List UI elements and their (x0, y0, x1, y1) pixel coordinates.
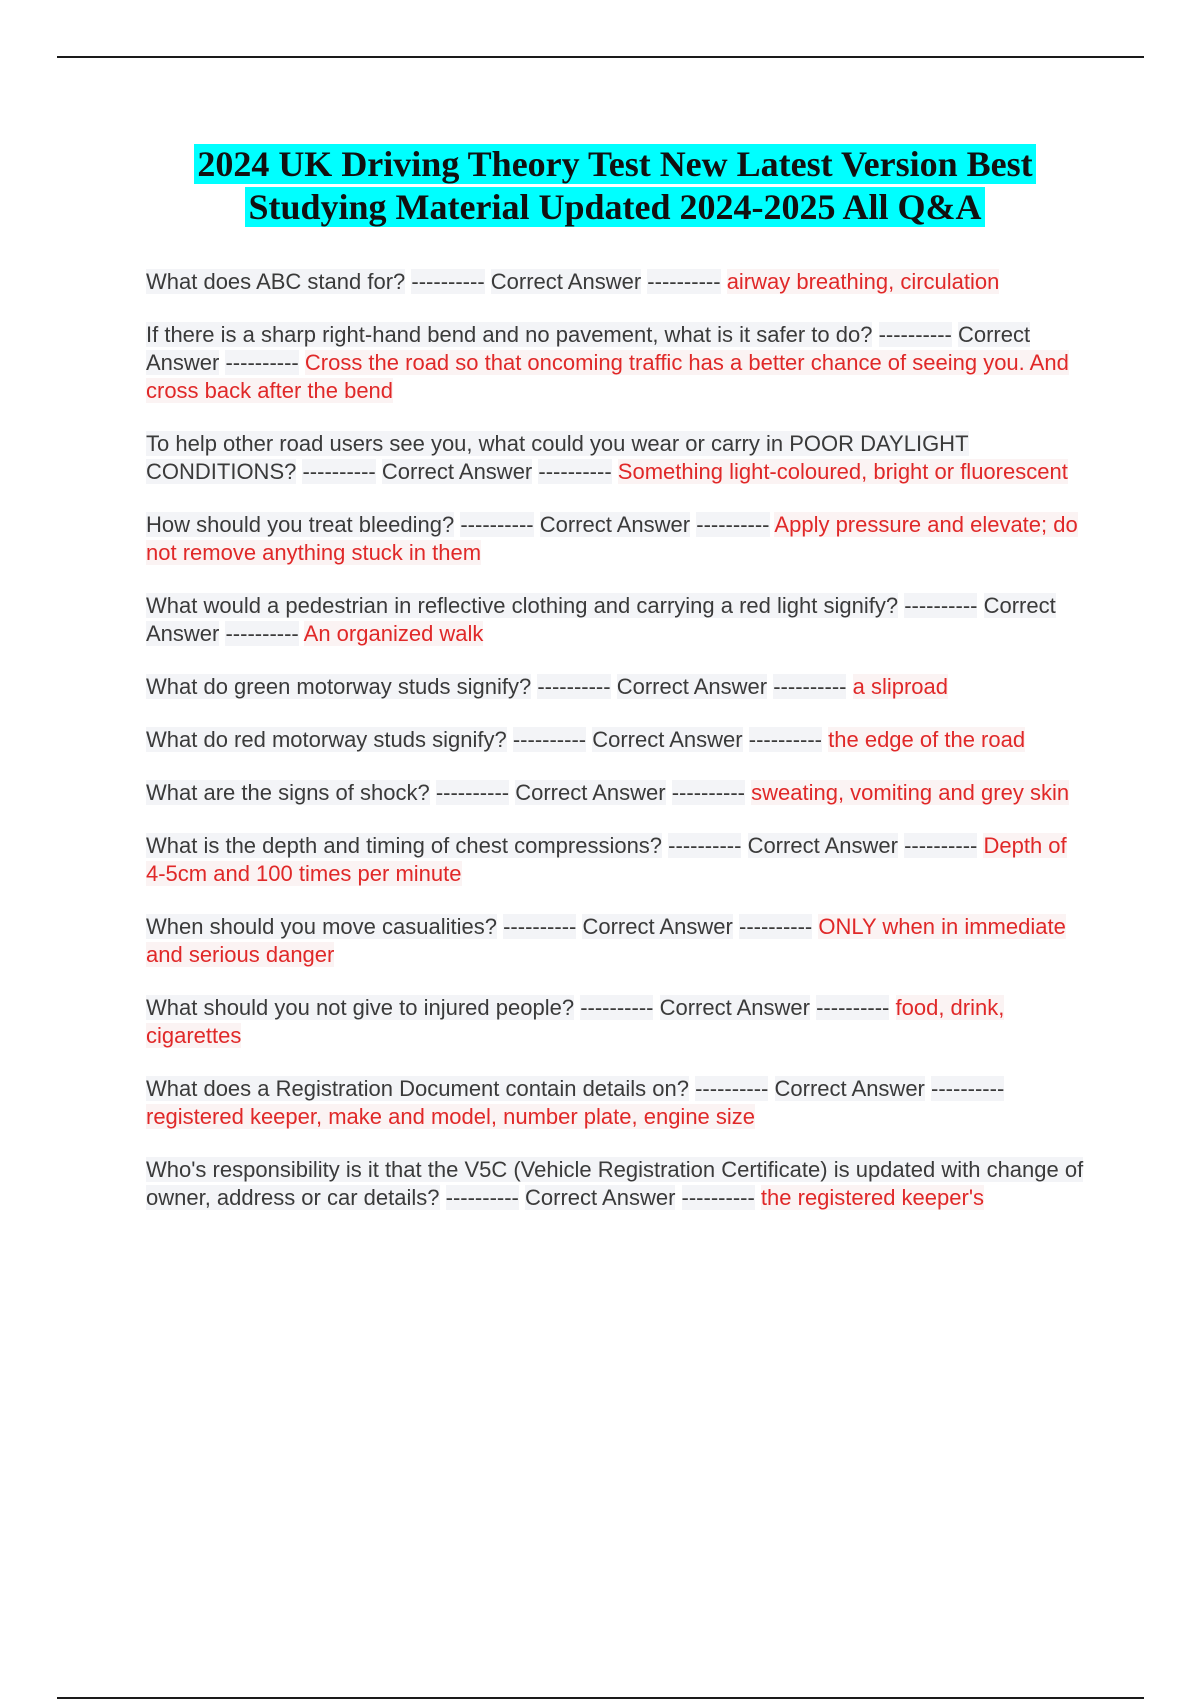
qa-item (146, 1075, 1091, 1131)
correct-answer-label: Correct Answer (146, 322, 1031, 375)
separator: ---------- (537, 674, 611, 699)
qa-item (146, 511, 1091, 567)
question-text: If there is a sharp right-hand bend and no pavement, what is it safer to do? (146, 322, 873, 347)
qa-list (146, 268, 1091, 1237)
qa-item (146, 913, 1091, 969)
answer-text: a sliproad (852, 674, 948, 699)
correct-answer-label: Correct Answer (774, 1076, 925, 1101)
separator: ---------- (671, 780, 745, 805)
question-text: What do red motorway studs signify? (146, 727, 507, 752)
correct-answer-label: Correct Answer (490, 269, 642, 294)
correct-answer-label: Correct Answer (381, 459, 533, 484)
answer-text: ONLY when in immediate and serious danger (146, 914, 1066, 967)
qa-item (146, 321, 1091, 405)
question-text: How should you treat bleeding? (146, 512, 455, 537)
question-text: When should you move casualities? (146, 914, 497, 939)
separator: ---------- (878, 322, 952, 347)
title-line-1: 2024 UK Driving Theory Test New Latest Version Best (194, 144, 1035, 184)
qa-item (146, 430, 1091, 486)
correct-answer-label: Correct Answer (515, 780, 666, 805)
answer-text: Cross the road so that oncoming traffic has a better chance of seeing you. And cross back after the bend (146, 350, 1069, 403)
answer-text: airway breathing, circulation (726, 269, 1000, 294)
bottom-rule (57, 1697, 1144, 1699)
separator: ---------- (748, 727, 823, 752)
separator: ---------- (512, 727, 587, 752)
separator: ---------- (580, 995, 654, 1020)
qa-item (146, 268, 1091, 296)
separator: ---------- (647, 269, 721, 294)
separator: ---------- (538, 459, 612, 484)
separator: ---------- (225, 621, 299, 646)
separator: ---------- (435, 780, 510, 805)
top-rule (57, 56, 1144, 58)
answer-text: the registered keeper's (760, 1185, 985, 1210)
separator: ---------- (681, 1185, 755, 1210)
question-text: To help other road users see you, what could you wear or carry in POOR DAYLIGHT CONDITIONS? (146, 431, 969, 484)
title-line-2: Studying Material Updated 2024-2025 All Q&A (245, 187, 984, 227)
correct-answer-label: Correct Answer (747, 833, 898, 858)
answer-text: An organized walk (303, 621, 484, 646)
correct-answer-label: Correct Answer (592, 727, 743, 752)
answer-text: registered keeper, make and model, number plate, engine size (146, 1104, 756, 1129)
separator: ---------- (503, 914, 577, 939)
qa-item (146, 1156, 1091, 1212)
correct-answer-label: Correct Answer (659, 995, 810, 1020)
separator: ---------- (773, 674, 847, 699)
qa-item (146, 592, 1091, 648)
separator: ---------- (460, 512, 534, 537)
document-title (120, 143, 1110, 229)
question-text: Who's responsibility is it that the V5C (Vehicle Registration Certificate) is updated with change of owner, address or car details? (146, 1157, 1084, 1210)
answer-text: Something light-coloured, bright or fluorescent (617, 459, 1068, 484)
answer-text: the edge of the road (828, 727, 1026, 752)
correct-answer-label: Correct Answer (616, 674, 768, 699)
separator: ---------- (816, 995, 890, 1020)
question-text: What would a pedestrian in reflective clothing and carrying a red light signify? (146, 593, 899, 618)
separator: ---------- (445, 1185, 519, 1210)
answer-text: Depth of 4-5cm and 100 times per minute (146, 833, 1067, 886)
qa-item (146, 726, 1091, 754)
separator: ---------- (695, 1076, 769, 1101)
separator: ---------- (696, 512, 770, 537)
qa-item (146, 673, 1091, 701)
separator: ---------- (739, 914, 813, 939)
separator: ---------- (668, 833, 742, 858)
separator: ---------- (302, 459, 376, 484)
separator: ---------- (411, 269, 485, 294)
question-text: What does ABC stand for? (146, 269, 406, 294)
separator: ---------- (931, 1076, 1005, 1101)
answer-text: food, drink, cigarettes (146, 995, 1005, 1048)
question-text: What are the signs of shock? (146, 780, 430, 805)
separator: ---------- (225, 350, 299, 375)
correct-answer-label: Correct Answer (146, 593, 1056, 646)
correct-answer-label: Correct Answer (582, 914, 733, 939)
answer-text: sweating, vomiting and grey skin (751, 780, 1070, 805)
qa-item (146, 832, 1091, 888)
qa-item (146, 779, 1091, 807)
qa-item (146, 994, 1091, 1050)
answer-text: Apply pressure and elevate; do not remove anything stuck in them (146, 512, 1078, 565)
question-text: What do green motorway studs signify? (146, 674, 532, 699)
question-text: What does a Registration Document contain details on? (146, 1076, 689, 1101)
question-text: What should you not give to injured people? (146, 995, 575, 1020)
question-text: What is the depth and timing of chest compressions? (146, 833, 663, 858)
correct-answer-label: Correct Answer (539, 512, 691, 537)
separator: ---------- (904, 833, 978, 858)
correct-answer-label: Correct Answer (525, 1185, 676, 1210)
separator: ---------- (904, 593, 978, 618)
